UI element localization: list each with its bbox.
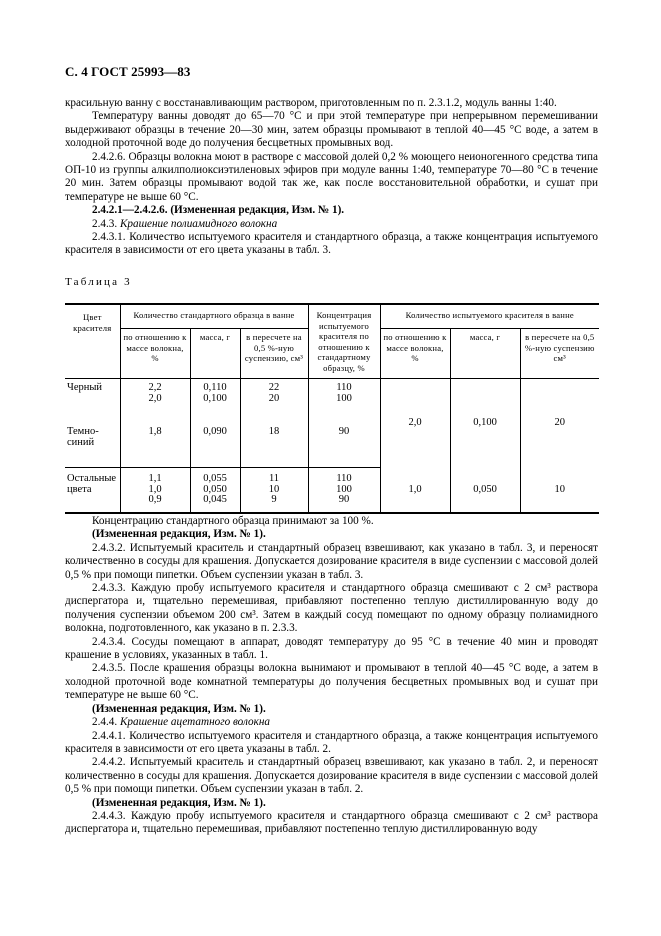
conc-cell: 110 100 90 [308, 468, 380, 514]
paragraph: Температуру ванны доводят до 65—70 °С и при этой температуре при непрерывном перемешивании выдерживают образцы в течение 20—30 мин, затем образцы промывают в теплой 40—45 °С воде, а затем в холодной проточной воде до получения бесцветных промывных вод. [65, 110, 598, 150]
section-heading [65, 716, 598, 729]
paragraph: 2.4.3.3. Каждую пробу испытуемого красителя и стандартного образца смешивают с 2 см³ раствора диспергатора и, тщательно перемешивая, прибавляют постепенно теплую дистиллированную воду до получения суспензии объемом 200 см³. Затем в каждый сосуд помещают по одному образцу полиамидного волокна, подготовленного, как указано в п. 2.3.3. [65, 582, 598, 635]
test-pct-cell: 2,0 [380, 379, 450, 468]
std-pct-cell: 2,2 2,0 [120, 379, 190, 428]
std-mass-cell: 0,090 [190, 427, 240, 468]
header-test: Количество испытуемого красителя в ванне [380, 304, 599, 329]
std-pct-cell: 1,8 [120, 427, 190, 468]
paragraph: 2.4.3.1. Количество испытуемого красителя и стандартного образца, а также концентрация испытуемого красителя в зависимости от его цвета указаны в табл. 3. [65, 231, 598, 257]
body-bottom [65, 515, 598, 837]
conc-cell: 90 [308, 427, 380, 468]
header-std-pct: по отношению к массе волокна, % [120, 329, 190, 379]
header-color: Цвет красителя [65, 304, 120, 379]
amendment-note: (Измененная редакция, Изм. № 1). [92, 702, 266, 715]
paragraph: красильную ванну с восстанавливающим раствором, приготовленным по п. 2.3.1.2, модуль ванны 1:40. [65, 97, 557, 109]
header-test-susp: в пересчете на 0,5 %-ную суспензию см³ [520, 329, 599, 379]
amendment-note: (Измененная редакция, Изм. № 1). [92, 528, 266, 541]
std-susp-cell: 18 [240, 427, 308, 468]
section-title: Крашение ацетатного волокна [119, 716, 270, 729]
header-std-susp: в пересчете на 0,5 %-ную суспензию, см³ [240, 329, 308, 379]
header-std-mass: масса, г [190, 329, 240, 379]
section-heading [65, 218, 598, 231]
paragraph: 2.4.3.4. Сосуды помещают в аппарат, доводят температуру до 95 °С в течение 40 мин и проводят крашение в условиях, указанных в табл. 1. [65, 635, 598, 662]
test-mass-cell: 0,100 [450, 379, 520, 468]
table-3 [65, 303, 599, 514]
section-title: Крашение полиамидного волокна [119, 217, 278, 230]
color-name: Черный [65, 379, 120, 428]
section-number: 2.4.4. [92, 716, 120, 729]
paragraph: 2.4.3.5. После крашения образцы волокна вынимают и промывают в теплой 40—45 °С воде, а затем в холодной проточной воде комнатной температуры до получения бесцветных промывных вод и сушат при температуре не выше 60 °С. [65, 662, 598, 702]
std-susp-cell: 22 20 [240, 379, 308, 428]
color-name: Остальные цвета [65, 468, 120, 514]
paragraph: 2.4.3.2. Испытуемый краситель и стандартный образец взвешивают, как указано в табл. 3, и переносят количественно в сосуды для крашения. Допускается дозирование красителя в виде суспензии с массовой долей 0,5 % при помощи пипетки. Объем суспензии указан в табл. 3. [65, 541, 598, 581]
section-number: 2.4.3. [92, 217, 120, 230]
paragraph: 2.4.2.6. Образцы волокна моют в растворе с массовой долей 0,2 % моющего неионогенного средства типа ОП-10 из группы алкилполиоксиэтиленовых эфиров при модуле ванны 1:40, температуре 70—80 °С в течение 20 мин. Затем образцы промывают водой так же, как после восстановительной обработки, и сушат при температуре не выше 60 °С. [65, 150, 598, 203]
amendment-note: 2.4.2.1—2.4.2.6. (Измененная редакция, Изм. № 1). [92, 204, 345, 217]
paragraph: 2.4.4.1. Количество испытуемого красителя и стандартного образца, а также концентрация испытуемого красителя в зависимости от его цвета указаны в табл. 2. [65, 729, 598, 755]
header-test-mass: масса, г [450, 329, 520, 379]
conc-cell: 110 100 [308, 379, 380, 428]
table-row [65, 379, 599, 428]
std-susp-cell: 11 10 9 [240, 468, 308, 514]
header-conc: Концентрация испытуемого красителя по отношению к стандартному образцу, % [308, 304, 380, 379]
header-std: Количество стандартного образца в ванне [120, 304, 308, 329]
test-pct-cell: 1,0 [380, 468, 450, 514]
table-row [65, 468, 599, 514]
std-mass-cell: 0,110 0,100 [190, 379, 240, 428]
page-header: С. 4 ГОСТ 25993—83 [65, 64, 191, 79]
paragraph: 2.4.4.2. Испытуемый краситель и стандартный образец взвешивают, как указано в табл. 2, и переносят количественно в сосуды для крашения. Допускается дозирование красителя в виде суспензии с массовой долей 0,5 % при помощи пипетки. Объем суспензии указан в табл. 2. [65, 756, 598, 796]
test-susp-cell: 20 [554, 417, 565, 428]
table-caption: Таблица 3 [65, 275, 132, 288]
header-test-pct: по отношению к массе волокна, % [380, 329, 450, 379]
test-mass-cell: 0,050 [450, 468, 520, 514]
test-susp-cell: 10 [554, 483, 565, 495]
color-name: Темно-синий [65, 427, 120, 468]
paragraph: 2.4.4.3. Каждую пробу испытуемого красителя и стандартного образца смешивают с 2 см³ раствора диспергатора и, тщательно перемешивая, прибавляют постепенно теплую дистиллированную воду [65, 809, 598, 836]
amendment-note: (Измененная редакция, Изм. № 1). [92, 796, 266, 809]
body-top [65, 97, 598, 289]
std-mass-cell: 0,055 0,050 0,045 [190, 468, 240, 514]
paragraph: Концентрацию стандартного образца принимают за 100 %. [92, 515, 374, 527]
std-pct-cell: 1,1 1,0 0,9 [120, 468, 190, 514]
